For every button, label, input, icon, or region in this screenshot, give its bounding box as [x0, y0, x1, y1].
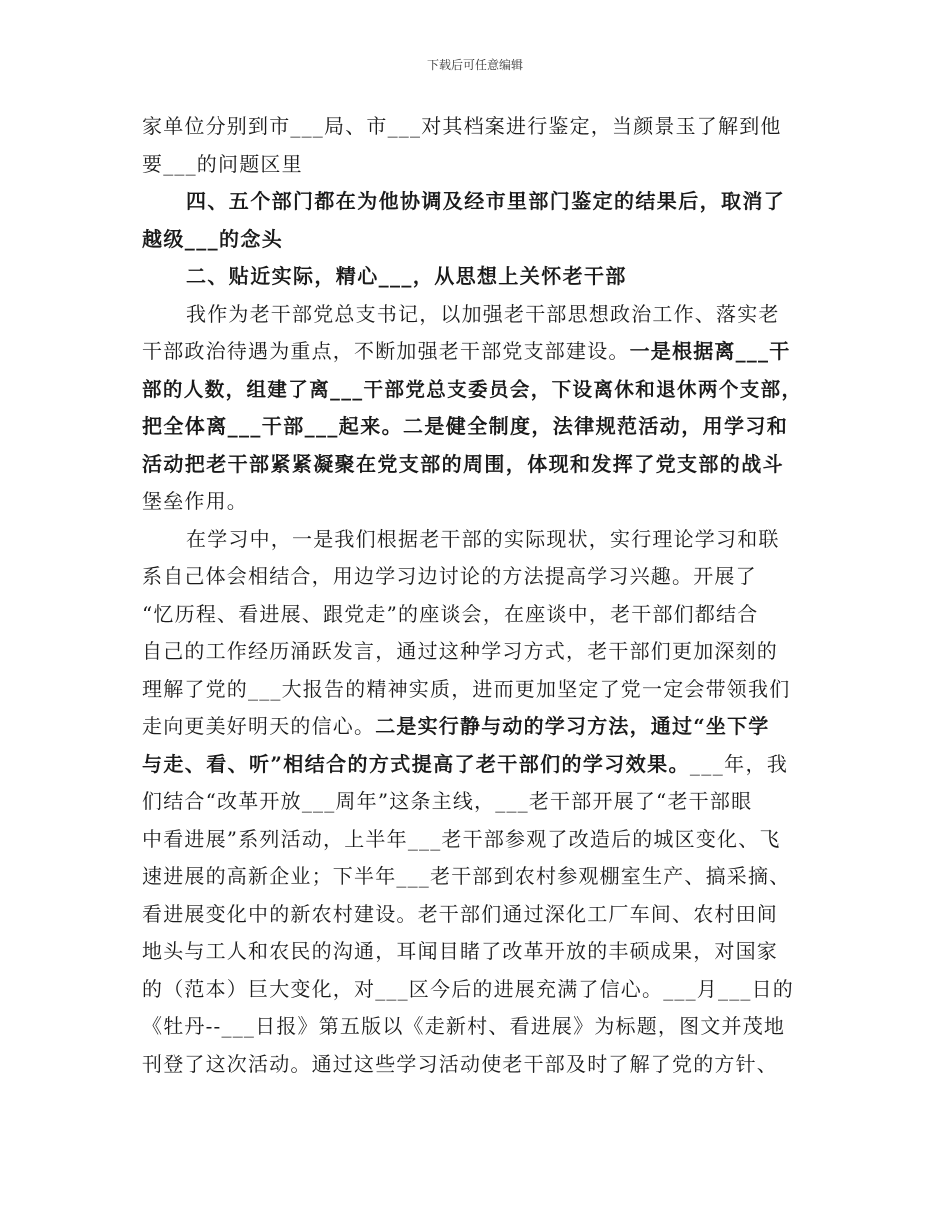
text-line-content: 系自己体会相结合，用边学习边讨论的方法提高学习兴趣。开展了	[142, 564, 757, 588]
text-line	[142, 1008, 810, 1046]
text-line	[142, 821, 810, 859]
text-line-content: 堡垒作用。	[142, 489, 248, 513]
text-line-content: 家单位分别到市___局、市___对其档案进行鉴定，当颜景玉了解到他	[142, 114, 782, 138]
text-line	[142, 258, 810, 296]
text-line-content: 越级___的念头	[142, 226, 284, 251]
text-line	[142, 783, 810, 821]
text-line	[142, 333, 810, 371]
text-line-content: 二、贴近实际，精心___，从思想上关怀老干部	[186, 264, 627, 288]
text-line	[142, 183, 810, 221]
text-line-content: 刊登了这次活动。通过这些学习活动使老干部及时了解了党的方针、	[142, 1051, 778, 1076]
text-line-content: “忆历程、看进展、跟党走”的座谈会，在座谈中，老干部们都结合	[142, 601, 759, 626]
text-line-content: 活动把老干部紧紧凝聚在党支部的周围，体现和发挥了党支部的战斗	[142, 451, 784, 476]
text-line-content: 把全体离___干部___起来。二是健全制度，法律规范活动，用学习和	[142, 414, 789, 438]
text-line-content: 看进展变化中的新农村建设。老干部们通过深化工厂车间、农村田间	[142, 901, 778, 926]
document-body	[142, 108, 810, 1083]
text-line-content: 中看进展”系列活动，上半年___老干部参观了改造后的城区变化、飞	[142, 826, 781, 851]
text-line	[142, 671, 810, 709]
text-line-content: 自己的工作经历涌跃发言，通过这种学习方式，老干部们更加深刻的	[142, 639, 778, 663]
text-line-content: 地头与工人和农民的沟通，耳闻目睹了改革开放的丰硕成果，对国家	[142, 939, 778, 963]
text-line	[142, 371, 810, 409]
text-line-tail: ___年，我	[689, 751, 789, 776]
text-line	[142, 221, 810, 259]
text-line	[142, 558, 810, 596]
text-line	[142, 521, 810, 559]
text-line-content: 们结合“改革开放___周年”这条主线，___老干部开展了“老干部眼	[142, 789, 753, 813]
text-line	[142, 858, 810, 896]
text-line-content: 速进展的高新企业；下半年___老干部到农村参观棚室生产、搞采摘、	[142, 864, 791, 888]
text-line-content: 要___的问题区里	[142, 151, 303, 176]
text-line	[142, 971, 810, 1009]
text-line	[142, 408, 810, 446]
text-line-content: 四、五个部门都在为他协调及经市里部门鉴定的结果后，取消了	[186, 189, 786, 213]
text-line	[142, 1046, 810, 1084]
text-line	[142, 746, 810, 784]
text-line	[142, 108, 810, 146]
text-line-content: 部的人数，组建了离___干部党总支委员会，下设离休和退休两个支部，	[142, 377, 803, 401]
text-line	[142, 296, 810, 334]
text-line	[142, 633, 810, 671]
text-line-content: 走向更美好明天的信心。	[142, 714, 376, 738]
text-line-tail: 一是根据离___干	[629, 339, 791, 363]
text-line	[142, 708, 810, 746]
text-line-tail: 二是实行静与动的学习方法，通过“坐下学	[375, 714, 770, 738]
text-line	[142, 596, 810, 634]
text-line-content: 理解了党的___大报告的精神实质，进而更加坚定了党一定会带领我们	[142, 676, 791, 701]
text-line	[142, 146, 810, 184]
text-line-content: 我作为老干部党总支书记，以加强老干部思想政治工作、落实老	[186, 301, 780, 326]
text-line-content: 在学习中，一是我们根据老干部的实际现状，实行理论学习和联	[186, 526, 780, 551]
text-line	[142, 933, 810, 971]
text-line-content: 《牡丹--___日报》第五版以《走新村、看进展》为标题，图文并茂地	[142, 1014, 786, 1038]
page-header: 下载后可任意编辑	[426, 58, 523, 72]
text-line	[142, 896, 810, 934]
text-line-content: 与走、看、听”相结合的方式提高了老干部们的学习效果。	[142, 751, 690, 776]
text-line	[142, 483, 810, 521]
text-line-content: 的（范本）巨大变化，对___区今后的进展充满了信心。___月___日的	[142, 976, 794, 1001]
text-line	[142, 446, 810, 484]
text-line-content: 干部政治待遇为重点，不断加强老干部党支部建设。	[142, 339, 630, 363]
